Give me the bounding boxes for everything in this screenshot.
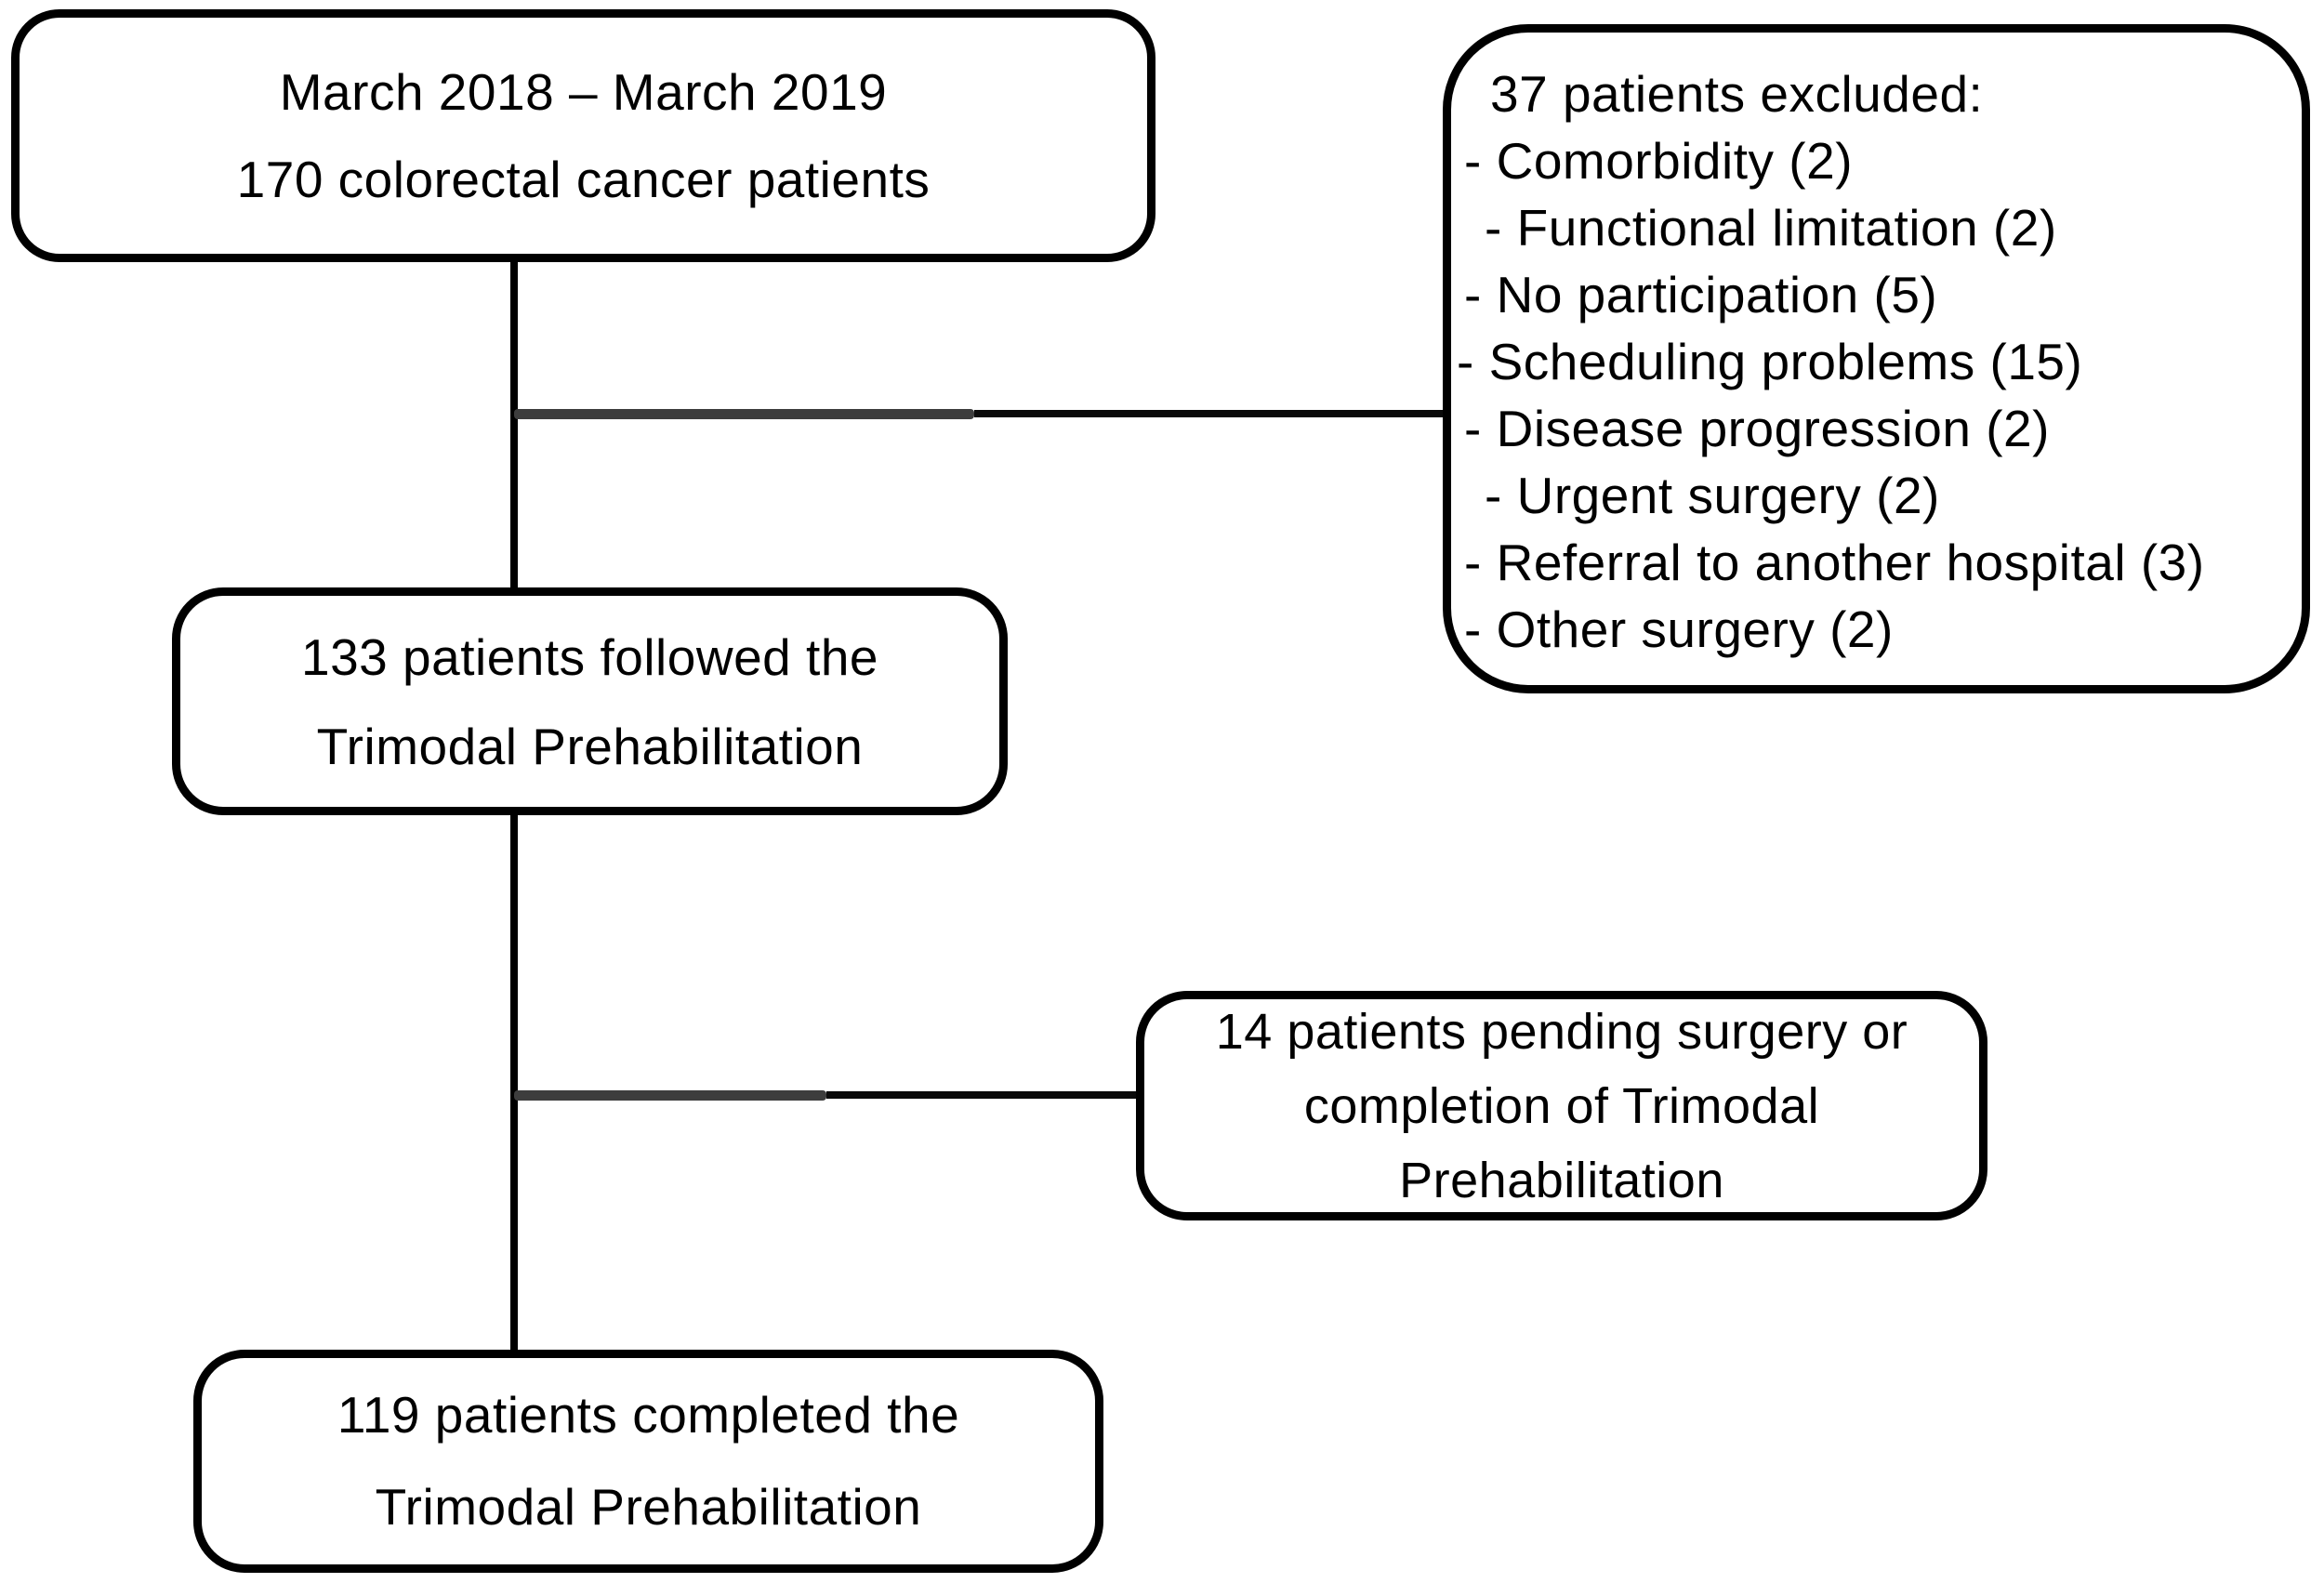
excluded-item-functional-limitation: - Functional limitation (2) <box>1485 199 2057 257</box>
connector-branch-pending-segment-left <box>514 1090 826 1101</box>
excluded-title: 37 patients excluded: <box>1490 65 1984 123</box>
connector-branch-pending <box>514 1090 1137 1102</box>
box-followed-prehabilitation <box>172 587 1008 815</box>
box-excluded-patients <box>1443 24 2310 693</box>
followed-program: Trimodal Prehabilitation <box>316 717 864 775</box>
pending-line-2: completion of Trimodal <box>1303 1077 1820 1134</box>
excluded-item-no-participation: - No participation (5) <box>1464 266 1938 323</box>
excluded-item-scheduling-problems: - Scheduling problems (15) <box>1457 333 2083 390</box>
initial-cohort-count: 170 colorectal cancer patients <box>236 151 931 208</box>
box-completed-prehabilitation <box>193 1350 1103 1573</box>
followed-count: 133 patients followed the <box>301 627 878 686</box>
completed-program: Trimodal Prehabilitation <box>375 1478 922 1536</box>
excluded-item-disease-progression: - Disease progression (2) <box>1464 400 2050 457</box>
connector-branch-excluded <box>514 409 1444 420</box>
box-initial-cohort <box>11 9 1155 262</box>
box-pending-patients <box>1136 991 1987 1220</box>
connector-branch-pending-segment-right <box>826 1091 1137 1099</box>
excluded-item-referral-other-hospital: - Referral to another hospital (3) <box>1464 534 2205 591</box>
excluded-item-urgent-surgery: - Urgent surgery (2) <box>1485 467 1940 524</box>
excluded-item-comorbidity: - Comorbidity (2) <box>1464 132 1854 190</box>
completed-count: 119 patients completed the <box>337 1386 960 1444</box>
excluded-item-other-surgery: - Other surgery (2) <box>1464 600 1894 658</box>
pending-line-1: 14 patients pending surgery or <box>1215 1003 1908 1060</box>
connector-branch-excluded-segment-left <box>514 409 974 419</box>
connector-followed-to-completed <box>510 809 518 1355</box>
initial-cohort-period: March 2018 – March 2019 <box>279 63 888 121</box>
pending-line-3: Prehabilitation <box>1399 1152 1724 1208</box>
connector-branch-excluded-segment-right <box>974 410 1444 417</box>
connector-initial-to-followed <box>510 257 518 591</box>
